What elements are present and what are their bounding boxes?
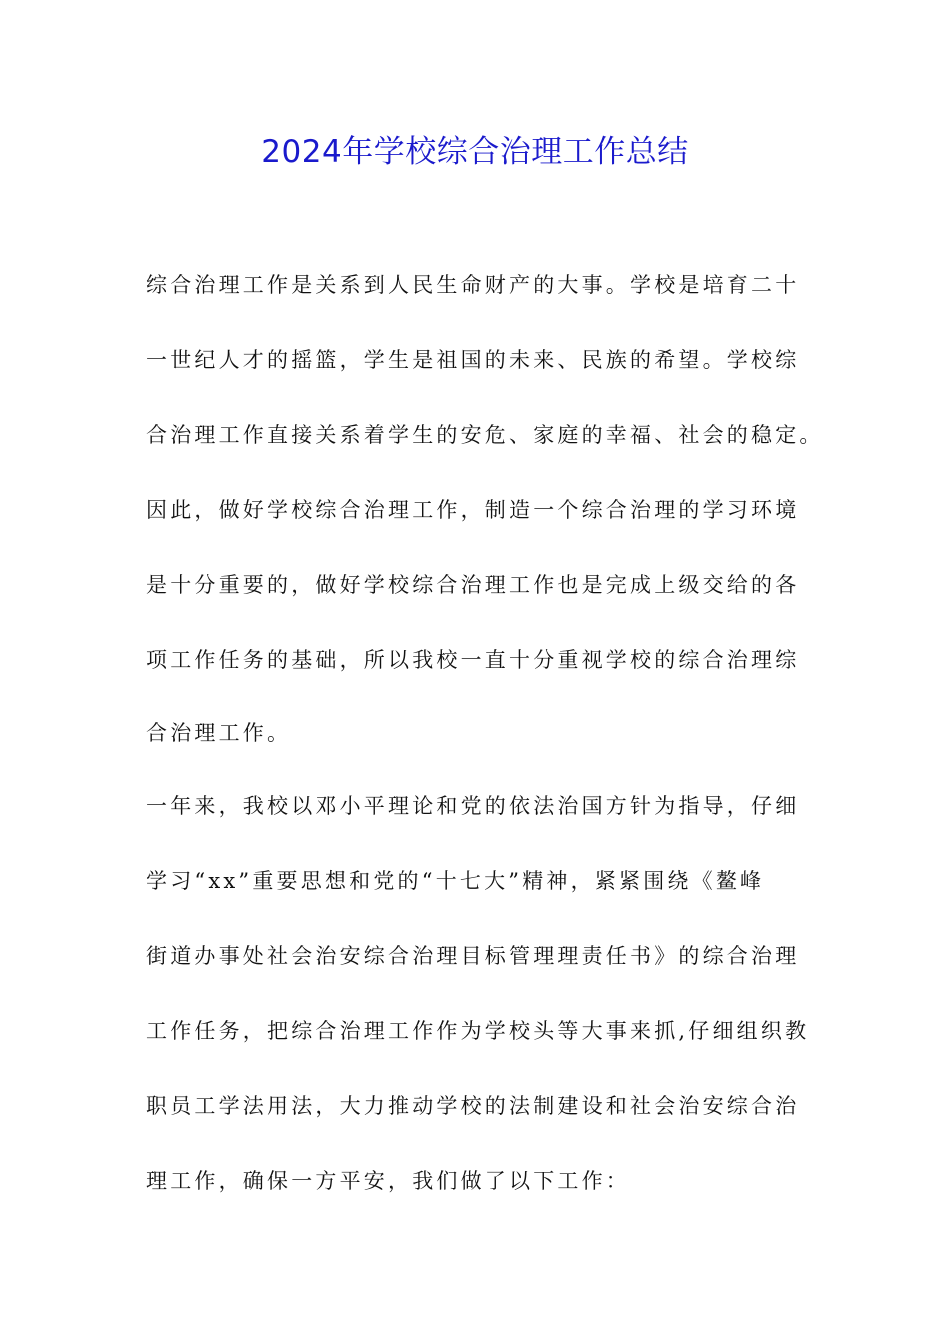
body-line: 合治理工作直接关系着学生的安危、家庭的幸福、社会的稳定。 xyxy=(146,423,824,447)
body-line: 职员工学法用法，大力推动学校的法制建设和社会治安综合治 xyxy=(146,1094,800,1118)
body-line: 工作任务，把综合治理工作作为学校头等大事来抓,仔细组织教 xyxy=(146,1019,810,1043)
document-title: 2024年学校综合治理工作总结 xyxy=(261,134,689,170)
body-line: 项工作任务的基础，所以我校一直十分重视学校的综合治理综 xyxy=(146,648,800,672)
body-line: 街道办事处社会治安综合治理目标管理理责任书》的综合治理 xyxy=(146,944,800,968)
body-line: 综合治理工作是关系到人民生命财产的大事。学校是培育二十 xyxy=(146,273,800,297)
body-line: 理工作，确保一方平安，我们做了以下工作： xyxy=(146,1169,630,1193)
body-line: 是十分重要的，做好学校综合治理工作也是完成上级交给的各 xyxy=(146,573,800,597)
body-line: 一年来，我校以邓小平理论和党的依法治国方针为指导，仔细 xyxy=(146,794,800,818)
body-line: 因此，做好学校综合治理工作，制造一个综合治理的学习环境 xyxy=(146,498,800,522)
body-line: 一世纪人才的摇篮，学生是祖国的未来、民族的希望。学校综 xyxy=(146,348,800,372)
body-line: 学习“xx”重要思想和党的“十七大”精神，紧紧围绕《鳌峰 xyxy=(146,869,765,893)
body-line: 合治理工作。 xyxy=(146,721,292,745)
